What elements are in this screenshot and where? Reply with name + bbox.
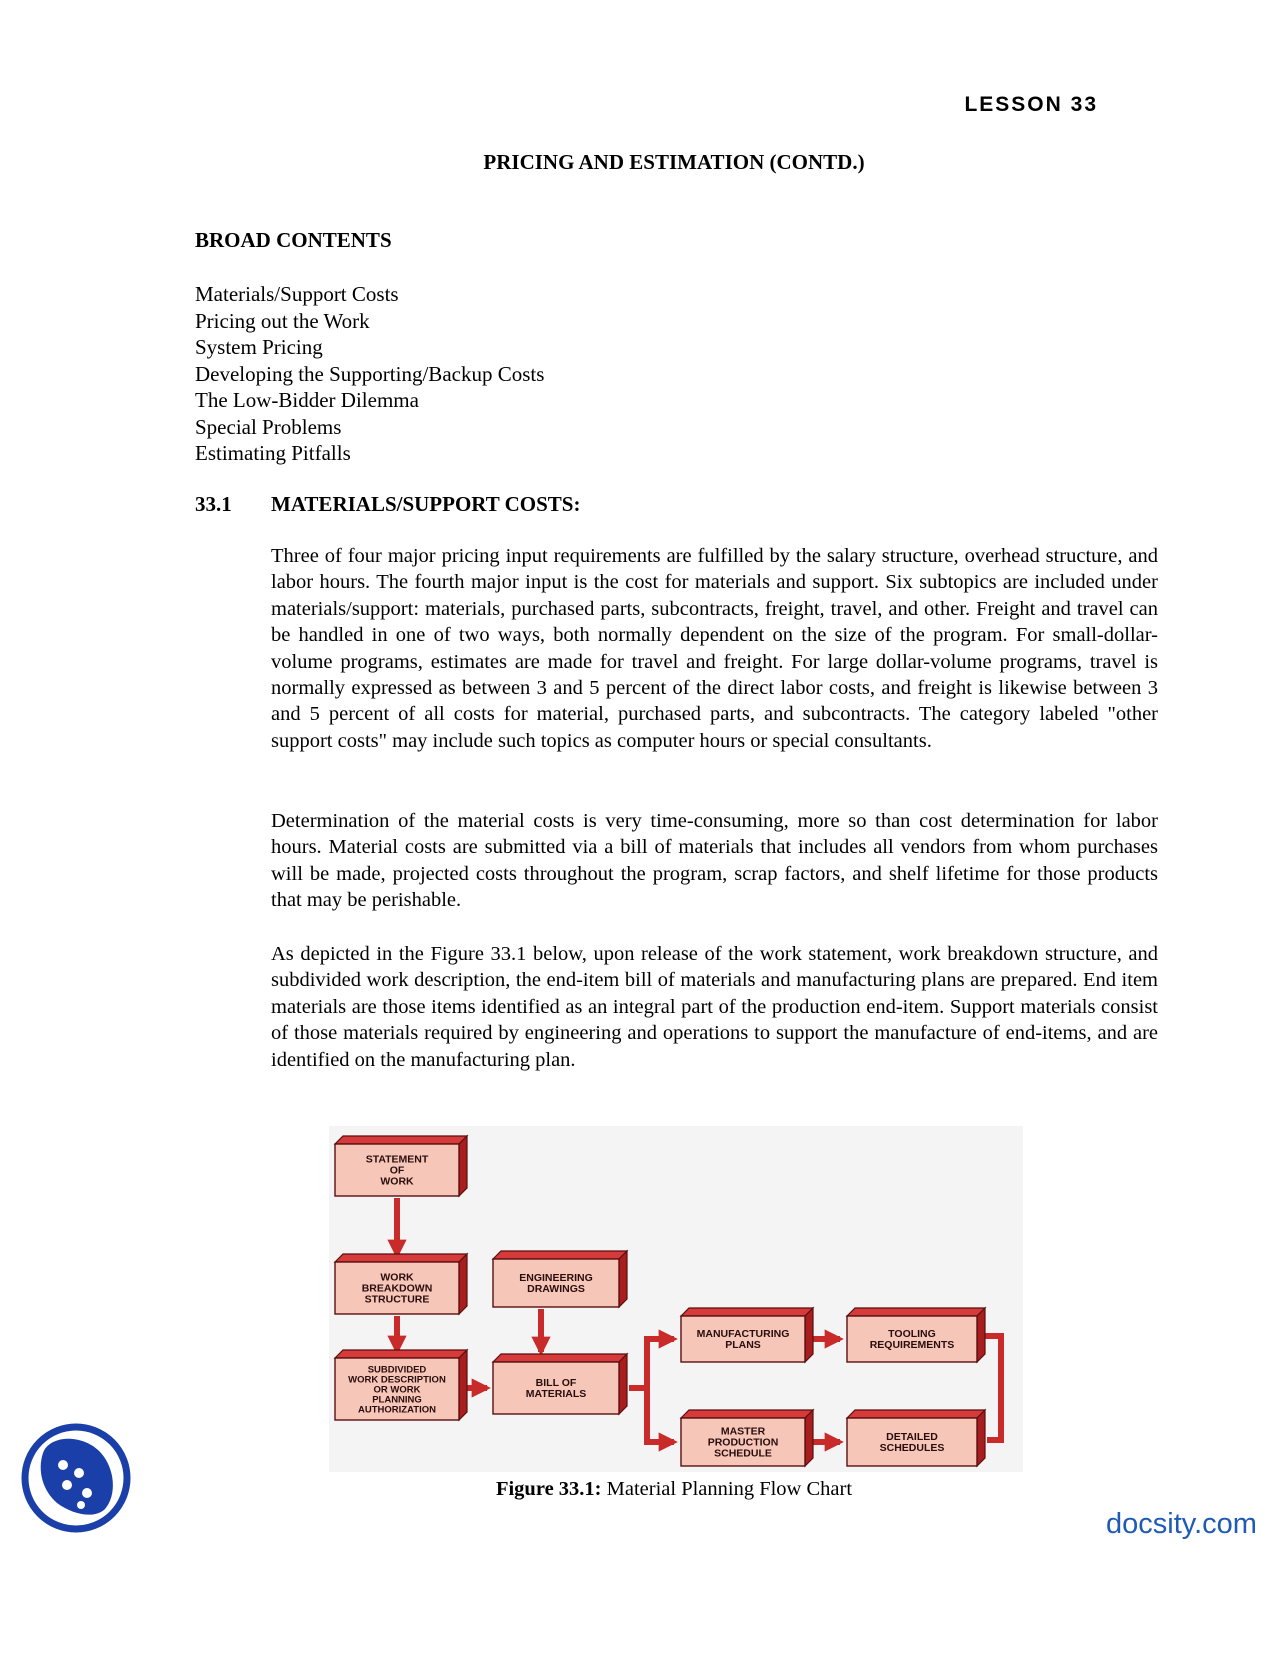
flow-box-label: MATERIALS — [525, 1388, 587, 1401]
flow-box-label: BILL OF — [535, 1377, 577, 1390]
flow-box-eng — [493, 1251, 627, 1307]
body-paragraph: Three of four major pricing input requirements are fulfilled by the salary structure, overhead structure, and labor hours. The fourth major input is the cost for materials and support. Six subtopics are included under materials/support: materials, purchased parts, subcontracts, freight, travel, and other. Freight and travel can be handled in one of two ways, both normally dependent on the size of the program. For small-dollar-volume programs, estimates are made for travel and freight. For large dollar-volume programs, travel is normally expressed as between 3 and 5 percent of the direct labor costs, and freight is likewise between 3 and 5 percent of all costs for material, purchased parts, and subcontracts. The category labeled "other support costs" may include such topics as computer hours or special consultants. — [271, 545, 1158, 752]
flow-box-label: BREAKDOWN — [361, 1282, 433, 1295]
flow-box-mps — [681, 1410, 813, 1466]
toc-item: System Pricing — [195, 335, 323, 359]
toc-item: Pricing out the Work — [195, 308, 370, 333]
flow-box-side — [619, 1251, 627, 1307]
figure-caption — [0, 1478, 1280, 1501]
flow-box-side — [977, 1410, 985, 1466]
flow-box-side — [459, 1350, 467, 1420]
flow-box-label: STATEMENT — [365, 1153, 429, 1166]
docsity-logo-icon — [21, 1423, 131, 1533]
flow-box-top — [681, 1410, 813, 1418]
body-paragraph: As depicted in the Figure 33.1 below, upon release of the work statement, work breakdown structure, and subdivided work description, the end-item bill of materials and manufacturing plans are prepared. End item materials are those items identified as an integral part of the production end-item. Support materials consist of those materials required by engineering and operations to support the manufacture of end-items, and are identified on the manufacturing plan. — [271, 943, 1158, 1071]
flow-box-label: AUTHORIZATION — [358, 1404, 436, 1416]
flow-box-side — [805, 1308, 813, 1362]
page-title: PRICING AND ESTIMATION (CONTD.) — [483, 150, 865, 174]
flow-box-label: PLANS — [725, 1339, 761, 1352]
flow-box-mfg — [681, 1308, 813, 1362]
toc-item: The Low-Bidder Dilemma — [195, 388, 419, 412]
flow-box-side — [619, 1354, 627, 1414]
toc-item: Materials/Support Costs — [195, 282, 399, 306]
flow-box-label: MASTER — [720, 1425, 766, 1438]
flow-box-label: PRODUCTION — [707, 1436, 779, 1449]
flow-box-sow — [335, 1136, 467, 1196]
flow-box-top — [847, 1308, 985, 1316]
flow-box-label: REQUIREMENTS — [869, 1339, 955, 1352]
flow-box-label: ENGINEERING — [519, 1272, 593, 1285]
broad-contents-list — [195, 281, 544, 467]
flow-box-label: MANUFACTURING — [696, 1328, 790, 1341]
flow-box-top — [493, 1251, 627, 1259]
flow-box-side — [459, 1254, 467, 1314]
broad-contents-heading: BROAD CONTENTS — [195, 228, 392, 252]
flow-box-label: DRAWINGS — [527, 1283, 585, 1296]
material-planning-flow-chart — [329, 1126, 1023, 1472]
flow-box-wbs — [335, 1254, 467, 1314]
toc-item: Estimating Pitfalls — [195, 441, 351, 465]
flow-box-side — [977, 1308, 985, 1362]
flow-box-label: SUBDIVIDED — [367, 1364, 427, 1376]
flow-box-top — [493, 1354, 627, 1362]
toc-item: Developing the Supporting/Backup Costs — [195, 361, 545, 386]
flow-box-top — [335, 1254, 467, 1262]
flow-box-swd — [335, 1350, 467, 1420]
flow-box-label: TOOLING — [888, 1328, 936, 1341]
figure-caption-text: Material Planning Flow Chart — [601, 1478, 853, 1500]
flow-box-top — [335, 1136, 467, 1144]
flow-box-label: WORK — [380, 1271, 414, 1284]
flow-box-side — [805, 1410, 813, 1466]
flow-box-label: STRUCTURE — [364, 1293, 430, 1306]
flow-box-top — [335, 1350, 467, 1358]
flow-box-label: WORK DESCRIPTION — [348, 1374, 446, 1386]
section-number: 33.1 — [195, 492, 232, 516]
flow-box-label: SCHEDULES — [879, 1442, 945, 1455]
flow-box-label: OR WORK — [373, 1384, 421, 1396]
flow-box-det — [847, 1410, 985, 1466]
flow-box-label: PLANNING — [372, 1394, 422, 1406]
flow-box-bom — [493, 1354, 627, 1414]
flow-box-side — [459, 1136, 467, 1196]
lesson-number: LESSON 33 — [964, 93, 1098, 116]
section-title: MATERIALS/SUPPORT COSTS: — [271, 492, 581, 516]
body-paragraph: Determination of the material costs is very time-consuming, more so than cost determination for labor hours. Material costs are submitted via a bill of materials that includes all vendors from whom purchases will be made, projected costs throughout the program, scrap factors, and shelf lifetime for those products that may be perishable. — [271, 810, 1158, 912]
figure-caption-label: Figure 33.1: — [495, 1478, 602, 1500]
flow-box-top — [681, 1308, 813, 1316]
toc-item: Special Problems — [195, 414, 342, 439]
flow-box-label: OF — [389, 1164, 405, 1177]
flow-box-label: WORK — [380, 1175, 414, 1188]
flow-box-label: SCHEDULE — [714, 1447, 772, 1460]
flow-box-label: DETAILED — [886, 1431, 938, 1444]
flow-box-top — [847, 1410, 985, 1418]
docsity-watermark: docsity.com — [1106, 1508, 1257, 1540]
flow-box-tool — [847, 1308, 985, 1362]
